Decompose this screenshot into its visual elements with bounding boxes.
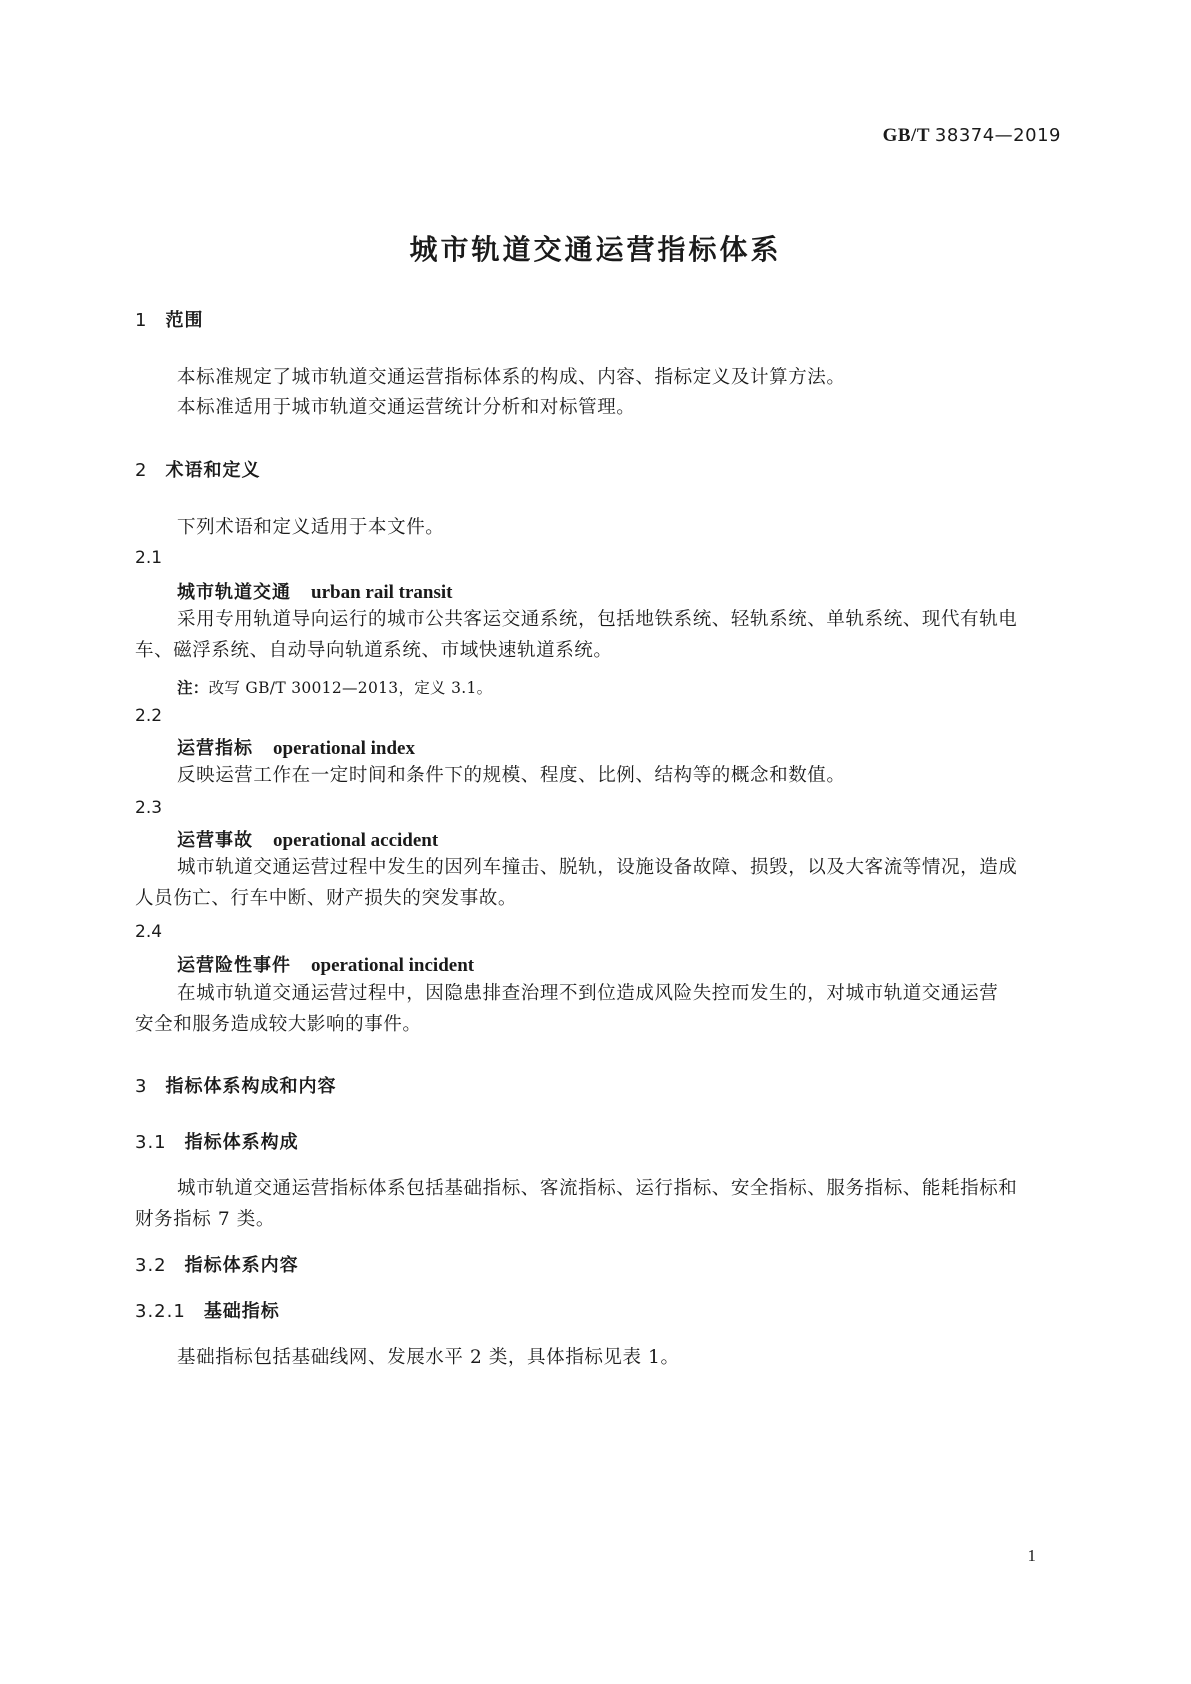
term-number: 2.3 [135,798,163,818]
paragraph: 本标准适用于城市轨道交通运营统计分析和对标管理。 [177,397,636,418]
section-title: 指标体系构成 [184,1132,299,1153]
paragraph: 财务指标 7 类。 [135,1209,275,1230]
term-english: operational accident [273,830,439,851]
section-title: 术语和定义 [165,460,261,481]
paragraph: 本标准规定了城市轨道交通运营指标体系的构成、内容、指标定义及计算方法。 [177,367,846,388]
section-title: 指标体系构成和内容 [165,1076,337,1097]
term-number: 2.2 [135,706,163,726]
term-definition: 采用专用轨道导向运行的城市公共客运交通系统，包括地铁系统、轻轨系统、单轨系统、现代有轨电 [177,609,1018,630]
term-definition: 安全和服务造成较大影响的事件。 [135,1014,422,1035]
note-label: 注： [177,679,209,697]
note-text: 改写 GB/T 30012—2013，定义 3.1。 [208,679,493,697]
term-title [177,734,415,760]
section-number: 3 [135,1076,148,1097]
term-english: operational incident [311,955,475,976]
section-number: 3.2.1 [135,1301,186,1322]
term-number: 2.1 [135,548,163,568]
term-chinese: 运营险性事件 [177,955,291,976]
term-english: urban rail transit [311,582,453,603]
term-definition: 车、磁浮系统、自动导向轨道系统、市域快速轨道系统。 [135,640,613,661]
section-number: 2 [135,460,148,481]
term-definition: 人员伤亡、行车中断、财产损失的突发事故。 [135,888,518,909]
section-title: 指标体系内容 [184,1255,299,1276]
document-title: 城市轨道交通运营指标体系 [409,233,782,266]
section-2-heading [135,456,260,482]
standard-code-prefix: GB/T [882,125,930,146]
subsection-3-1-heading [135,1128,299,1154]
term-title [177,826,438,852]
section-title: 范围 [165,310,204,331]
section-number: 3.1 [135,1132,167,1153]
section-1-heading [135,306,203,332]
paragraph: 下列术语和定义适用于本文件。 [177,517,445,538]
page-number: 1 [1027,1546,1036,1565]
term-chinese: 运营事故 [177,830,253,851]
subsection-3-2-heading [135,1251,299,1277]
section-number: 3.2 [135,1255,167,1276]
term-english: operational index [273,738,415,759]
subsection-3-2-1-heading [135,1297,280,1323]
term-note [177,676,492,698]
term-definition: 在城市轨道交通运营过程中，因隐患排查治理不到位造成风险失控而发生的，对城市轨道交通运营 [177,983,999,1004]
standard-code [883,125,1061,147]
paragraph: 城市轨道交通运营指标体系包括基础指标、客流指标、运行指标、安全指标、服务指标、能耗指标和 [177,1178,1018,1199]
term-chinese: 运营指标 [177,738,253,759]
term-definition: 城市轨道交通运营过程中发生的因列车撞击、脱轨，设施设备故障、损毁，以及大客流等情况，造成 [177,857,1018,878]
standard-code-number: 38374—2019 [934,125,1061,146]
term-chinese: 城市轨道交通 [177,582,291,603]
section-title: 基础指标 [203,1301,280,1322]
term-definition: 反映运营工作在一定时间和条件下的规模、程度、比例、结构等的概念和数值。 [177,765,846,786]
section-number: 1 [135,310,148,331]
section-3-heading [135,1072,336,1098]
term-title [177,578,452,604]
term-title [177,951,474,977]
paragraph: 基础指标包括基础线网、发展水平 2 类，具体指标见表 1。 [177,1347,680,1368]
term-number: 2.4 [135,922,163,942]
